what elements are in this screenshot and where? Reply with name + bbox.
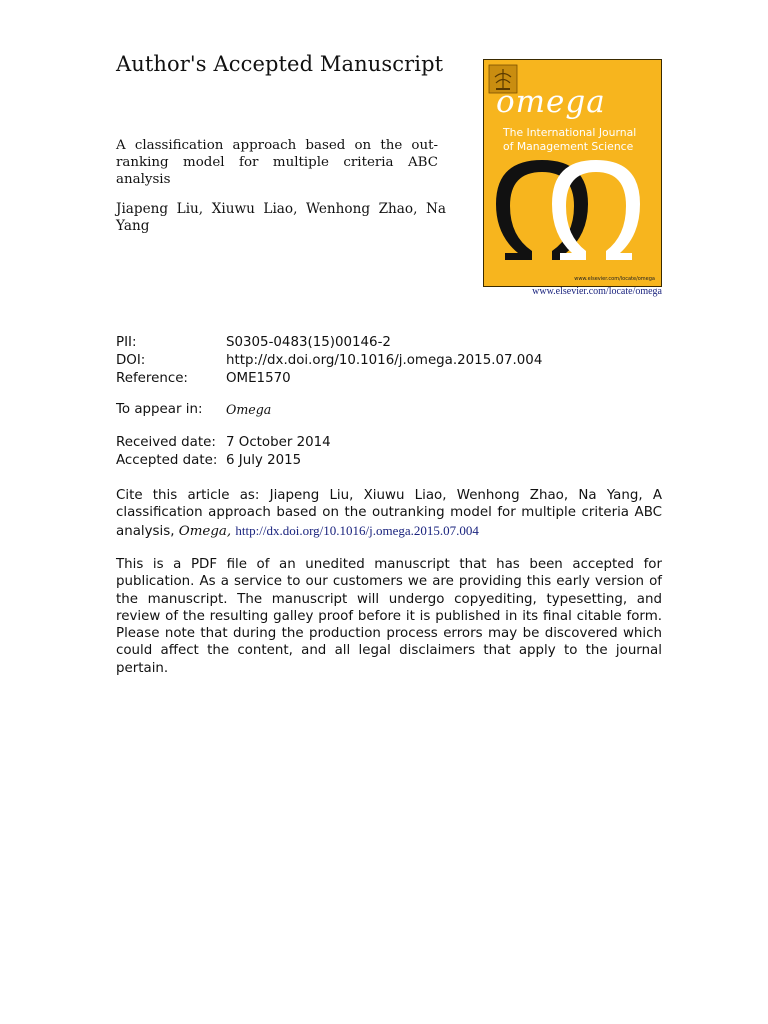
citation-paragraph xyxy=(116,487,662,540)
citation-journal: Omega, xyxy=(178,523,232,539)
article-title: A classification approach based on the out-ranking model for multiple criteria ABC analysis xyxy=(116,138,438,187)
doi-value: http://dx.doi.org/10.1016/j.omega.2015.07.004 xyxy=(226,353,543,368)
doi-label: DOI: xyxy=(116,353,146,368)
pii-label: PII: xyxy=(116,335,137,350)
accepted-label: Accepted date: xyxy=(116,453,218,468)
reference-value: OME1570 xyxy=(226,371,291,386)
page-heading: Author's Accepted Manuscript xyxy=(116,52,444,76)
pii-value: S0305-0483(15)00146-2 xyxy=(226,335,391,350)
manuscript-notice: This is a PDF file of an unedited manuscript that has been accepted for publication. As a service to our customers we are providing this early version of the manuscript. The manuscript will undergo copyediting, typesetting, and review of the resulting galley proof before it is published in its final citable form. Please note that during the production process errors may be discovered which could affect the content, and all legal disclaimers that apply to the journal pertain. xyxy=(116,557,662,676)
received-label: Received date: xyxy=(116,435,216,450)
cover-journal-name: omega xyxy=(496,84,606,120)
journal-url-link[interactable]: www.elsevier.com/locate/omega xyxy=(532,286,662,297)
journal-cover-image xyxy=(483,59,662,287)
appear-value: Omega xyxy=(226,402,272,417)
received-value: 7 October 2014 xyxy=(226,435,331,450)
cover-subtitle-line2: of Management Science xyxy=(503,140,634,153)
appear-label: To appear in: xyxy=(116,402,203,417)
citation-text: Cite this article as: Jiapeng Liu, Xiuwu Liao, Wenhong Zhao, Na Yang, A classification approach based on the outranking model for multiple criteria ABC analysis, xyxy=(116,488,662,539)
cover-subtitle-line1: The International Journal xyxy=(503,126,637,139)
citation-doi-link[interactable]: http://dx.doi.org/10.1016/j.omega.2015.07.004 xyxy=(235,522,479,538)
accepted-value: 6 July 2015 xyxy=(226,453,302,468)
journal-cover-graphic xyxy=(484,60,661,286)
article-authors: Jiapeng Liu, Xiuwu Liao, Wenhong Zhao, Na Yang xyxy=(116,201,446,234)
reference-label: Reference: xyxy=(116,371,188,386)
cover-small-url: www.elsevier.com/locate/omega xyxy=(574,276,655,282)
